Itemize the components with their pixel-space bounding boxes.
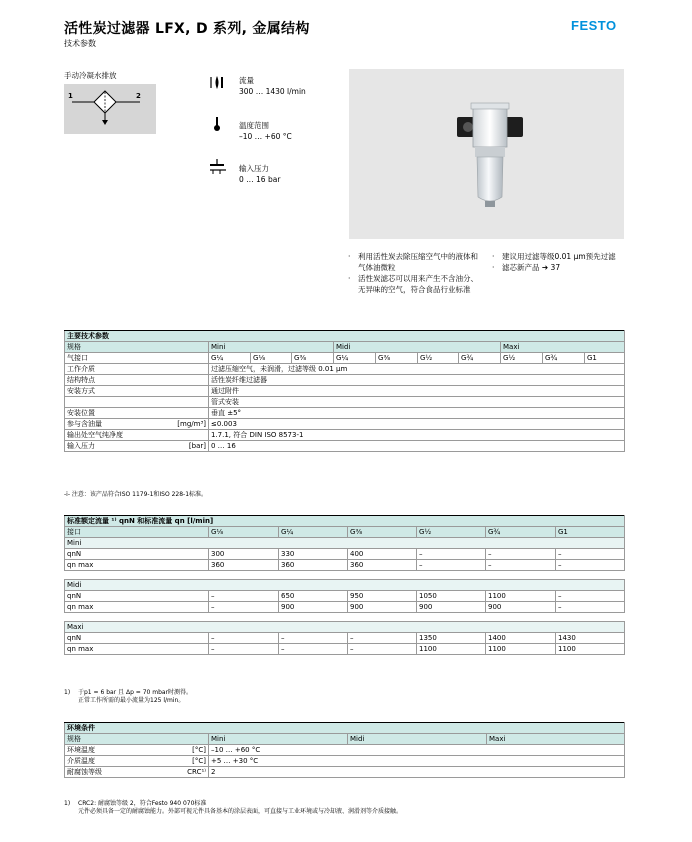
table-row [65, 756, 625, 767]
flow-cell: 300 [209, 549, 279, 560]
port-cell: G1 [585, 353, 625, 364]
row-unit: [mg/m³] [177, 420, 206, 428]
flow-cell: 1430 [556, 633, 625, 644]
table-row [65, 767, 625, 778]
size-mini: Mini [209, 342, 334, 353]
port-cell: G½ [418, 353, 459, 364]
footnote-line: 元件必须具备一定的耐腐蚀能力。外部可视元件具备基本的涂层表面，可直接与工业环境或与冷却液、润滑剂等介质接触。 [78, 808, 403, 815]
drain-label: 手动冷凝水排放 [64, 71, 117, 80]
size-maxi: Maxi [501, 342, 625, 353]
flow-cell: 360 [348, 560, 417, 571]
table-row [65, 419, 625, 430]
row-value: 2 [209, 767, 625, 778]
port-out-label: 2 [136, 92, 141, 100]
filter-product-image [349, 69, 624, 239]
table-row [65, 591, 625, 602]
row-label: 工作介质 [67, 365, 95, 373]
port-in-label: 1 [68, 92, 73, 100]
spacer [65, 613, 625, 622]
spec-flow-label: 流量 [239, 76, 254, 85]
size-header: 规格 [65, 734, 209, 745]
spacer [65, 571, 625, 580]
flow-cell: – [556, 560, 625, 571]
product-photo [349, 69, 624, 239]
row-value: 活性炭纤维过滤器 [209, 375, 625, 386]
flow-cell: – [486, 560, 556, 571]
flow-cell: – [279, 633, 348, 644]
spec-temperature-label: 温度范围 [239, 121, 269, 130]
row-value: ≤0.003 [209, 419, 625, 430]
spec-pressure-value: 0 … 16 bar [239, 175, 281, 184]
row-label: qn max [65, 602, 209, 613]
footnote-mark: 1) [64, 689, 71, 696]
row-value: 0 … 16 [209, 441, 625, 452]
flow-cell: – [417, 549, 486, 560]
spec-pressure [208, 158, 228, 180]
table-row [65, 602, 625, 613]
table-row [65, 386, 625, 397]
page-title: 活性炭过滤器 LFX, D 系列, 金属结构 [64, 21, 310, 37]
flow-cell: – [209, 591, 279, 602]
table-row [65, 633, 625, 644]
group-midi: Midi [65, 580, 625, 591]
row-label: qnN [65, 591, 209, 602]
group-maxi: Maxi [65, 622, 625, 633]
pressure-icon [208, 158, 228, 176]
table-row [65, 397, 625, 408]
footnote-line: CRC2: 耐腐蚀等级 2，符合Festo 940 070标准 [78, 800, 207, 807]
row-value: 垂直 ±5° [209, 408, 625, 419]
row-label: 输入压力 [67, 442, 95, 450]
row-label: 参与含油量 [67, 420, 102, 428]
table-row [65, 430, 625, 441]
festo-logo: FESTO [571, 18, 617, 33]
row-label: 耐腐蚀等级 [67, 768, 102, 776]
main-spec-table [64, 330, 625, 452]
port-cell: G⅜ [376, 353, 418, 364]
row-label: qn max [65, 644, 209, 655]
flow-cell: – [556, 591, 625, 602]
row-label: 安装位置 [67, 409, 95, 417]
port-cell: G¼ [279, 527, 348, 538]
row-value: 通过附件 [209, 386, 625, 397]
feature-item: · 利用活性炭去除压缩空气中的液体和气体油微粒 [348, 251, 483, 273]
flow-cell: – [486, 549, 556, 560]
row-value: 过滤压缩空气，未润滑，过滤等级 0.01 μm [209, 364, 625, 375]
footnote-mark: 1) [64, 800, 71, 807]
row-label: qn max [65, 560, 209, 571]
size-midi: Midi [348, 734, 487, 745]
flow-cell: – [556, 549, 625, 560]
footnote-line: 正常工作所需的最小流量为125 l/min。 [78, 697, 185, 704]
row-unit: [°C] [192, 757, 206, 765]
row-unit: [bar] [188, 442, 206, 450]
table-row [65, 364, 625, 375]
note-icon: -i- [64, 491, 70, 498]
port-label: 气接口 [65, 353, 209, 364]
row-value: +5 … +30 °C [209, 756, 625, 767]
row-label: 介质温度 [67, 757, 95, 765]
main-table-title: 主要技术参数 [65, 331, 625, 342]
row-label: qnN [65, 549, 209, 560]
port-cell: G½ [417, 527, 486, 538]
flow-cell: 900 [348, 602, 417, 613]
port-header: 接口 [65, 527, 209, 538]
table-row [65, 549, 625, 560]
flow-footnote [64, 689, 193, 705]
table-row [65, 408, 625, 419]
note-text: 注意：该产品符合ISO 1179-1和ISO 228-1标准。 [71, 491, 208, 498]
port-cell: G¼ [334, 353, 376, 364]
flow-cell: 650 [279, 591, 348, 602]
flow-cell: 1100 [556, 644, 625, 655]
table-row [65, 441, 625, 452]
row-label: 环境温度 [67, 746, 95, 754]
flow-cell: – [556, 602, 625, 613]
main-table-note [64, 491, 207, 499]
env-footnote [64, 800, 402, 816]
table-row [65, 375, 625, 386]
port-cell: G¾ [486, 527, 556, 538]
row-unit: [°C] [192, 746, 206, 754]
flow-table-title: 标准额定流量 ¹⁾ qnN 和标准流量 qn [l/min] [65, 516, 625, 527]
flow-cell: 900 [417, 602, 486, 613]
flow-cell: 400 [348, 549, 417, 560]
flow-cell: 1400 [486, 633, 556, 644]
flow-cell: – [209, 644, 279, 655]
port-cell: G⅜ [348, 527, 417, 538]
table-row [65, 745, 625, 756]
flow-icon [208, 74, 228, 92]
row-label: 输出处空气纯净度 [67, 431, 123, 439]
flow-cell: 1100 [486, 644, 556, 655]
table-row [65, 560, 625, 571]
row-label: 结构特点 [67, 376, 95, 384]
port-cell: G½ [501, 353, 543, 364]
port-cell: G¾ [459, 353, 501, 364]
port-cell: G⅛ [251, 353, 292, 364]
flow-cell: – [279, 644, 348, 655]
flow-cell: 1350 [417, 633, 486, 644]
row-value: 管式安装 [209, 397, 625, 408]
size-maxi: Maxi [487, 734, 625, 745]
feature-list-right [492, 251, 624, 273]
flow-cell: 1100 [486, 591, 556, 602]
flow-cell: 1050 [417, 591, 486, 602]
port-cell: G¼ [209, 353, 251, 364]
spec-flow-value: 300 … 1430 l/min [239, 87, 306, 96]
spec-temperature [208, 115, 228, 137]
env-table-title: 环境条件 [65, 723, 625, 734]
flow-cell: 900 [486, 602, 556, 613]
page-subtitle: 技术参数 [64, 39, 96, 48]
temperature-icon [208, 115, 228, 133]
flow-cell: 950 [348, 591, 417, 602]
table-row [65, 644, 625, 655]
port-cell: G⅛ [209, 527, 279, 538]
filter-symbol [64, 84, 156, 134]
flow-cell: 1100 [417, 644, 486, 655]
flow-cell: – [209, 602, 279, 613]
feature-list-left [348, 251, 483, 295]
row-value: 1.7.1, 符合 DIN ISO 8573-1 [209, 430, 625, 441]
port-cell: G¾ [543, 353, 585, 364]
flow-table [64, 515, 625, 655]
flow-cell: 360 [279, 560, 348, 571]
row-label: 安装方式 [67, 387, 95, 395]
row-label: qnN [65, 633, 209, 644]
filter-symbol-icon [64, 84, 156, 134]
flow-cell: 360 [209, 560, 279, 571]
row-value: –10 … +60 °C [209, 745, 625, 756]
environment-table [64, 722, 625, 778]
spec-pressure-label: 输入压力 [239, 164, 269, 173]
size-header: 规格 [65, 342, 209, 353]
size-mini: Mini [209, 734, 348, 745]
feature-item: · 滤芯新产品 ➔ 37 [492, 262, 624, 273]
group-mini: Mini [65, 538, 625, 549]
flow-cell: – [417, 560, 486, 571]
spec-temperature-value: –10 … +60 °C [239, 132, 292, 141]
flow-cell: – [209, 633, 279, 644]
size-midi: Midi [334, 342, 501, 353]
spec-flow [208, 74, 228, 96]
flow-cell: 900 [279, 602, 348, 613]
port-cell: G1 [556, 527, 625, 538]
flow-cell: – [348, 633, 417, 644]
row-unit: CRC¹⁾ [187, 768, 206, 776]
feature-item: · 建议用过滤等级0.01 μm预先过滤 [492, 251, 624, 262]
feature-item: · 活性炭滤芯可以用来产生不含油分、无异味的空气，符合食品行业标准 [348, 273, 483, 295]
port-cell: G⅜ [292, 353, 334, 364]
footnote-line: 于p1 = 6 bar 且 Δp = 70 mbar时测得。 [78, 689, 193, 696]
flow-cell: 330 [279, 549, 348, 560]
flow-cell: – [348, 644, 417, 655]
